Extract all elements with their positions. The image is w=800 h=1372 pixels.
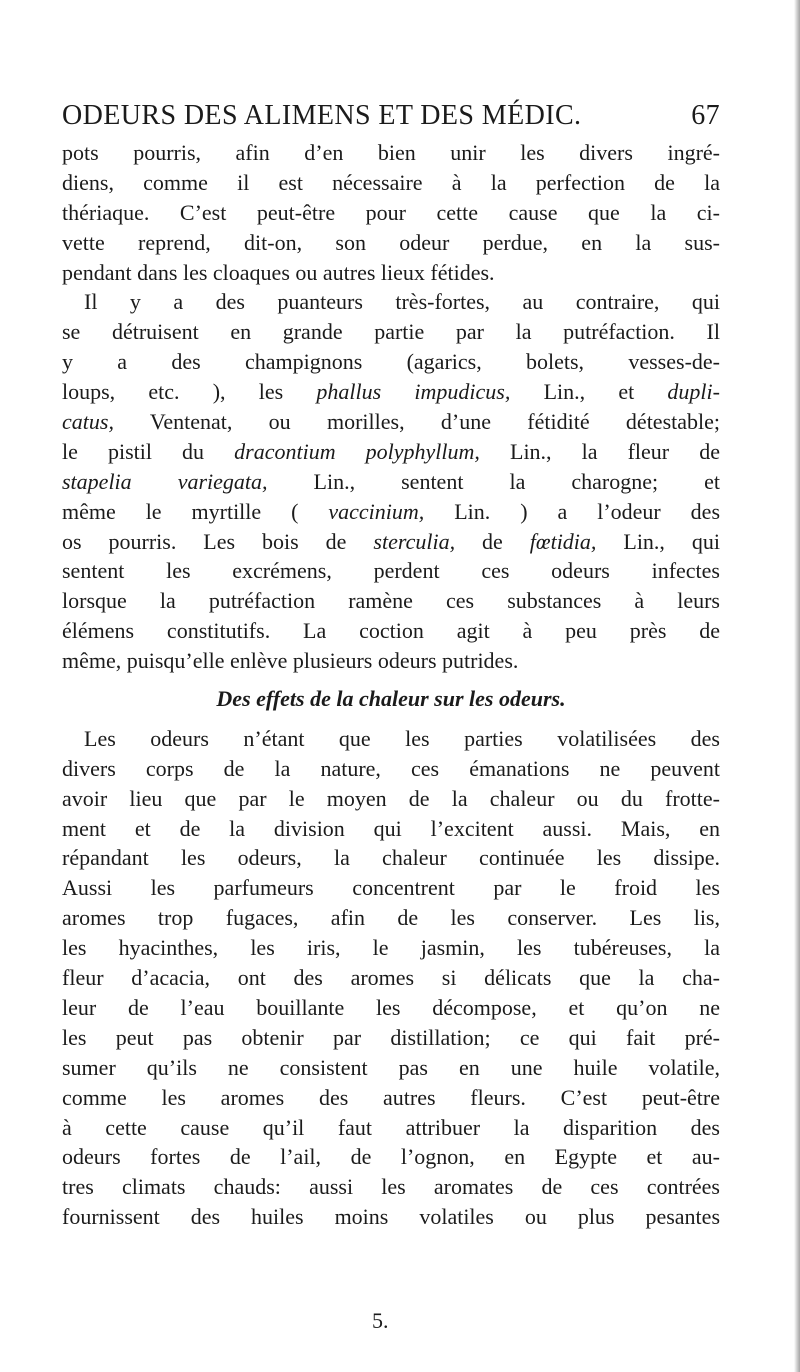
italic-run: stapelia variegata, — [62, 468, 268, 494]
text-run: Ventenat, ou morilles, d’une fétidité détestable; — [113, 409, 720, 435]
text-line: élémens constitutifs. La coction agit à peu près de — [62, 618, 720, 644]
text-line: pendant dans les cloaques ou autres lieux fétides. — [62, 259, 495, 285]
text-line: à cette cause qu’il faut attribuer la disparition des — [62, 1114, 720, 1140]
text-run: de — [455, 528, 530, 554]
body-text — [62, 138, 720, 1232]
text-line: tres climats chauds: aussi les aromates de ces contrées — [62, 1174, 720, 1200]
text-run: même le myrtille ( — [62, 498, 329, 524]
text-line: thériaque. C’est peut-être pour cette cause que la ci- — [62, 199, 720, 225]
text-line: lorsque la putréfaction ramène ces substances à leurs — [62, 588, 720, 614]
text-line: aromes trop fugaces, afin de les conserver. Les lis, — [62, 905, 720, 931]
text-line — [62, 497, 720, 527]
text-line: odeurs fortes de l’ail, de l’ognon, en Egypte et au- — [62, 1144, 720, 1170]
text-line: Les odeurs n’étant que les parties volatilisées des — [84, 725, 720, 751]
scan-edge-shadow — [794, 0, 800, 1372]
text-line: pots pourris, afin d’en bien unir les divers ingré- — [62, 140, 720, 165]
text-run: Lin., et — [510, 379, 668, 405]
text-line: Aussi les parfumeurs concentrent par le froid les — [62, 875, 720, 901]
text-line: comme les aromes des autres fleurs. C’est peut-être — [62, 1084, 720, 1110]
text-line: les hyacinthes, les iris, le jasmin, les tubéreuses, la — [62, 935, 720, 961]
text-line: diens, comme il est nécessaire à la perfection de la — [62, 169, 720, 195]
text-line — [62, 377, 720, 407]
text-line: même, puisqu’elle enlève plusieurs odeurs putrides. — [62, 648, 519, 674]
text-run: loups, etc. ), les — [62, 379, 317, 405]
italic-run: catus, — [62, 409, 114, 435]
page-number: 67 — [691, 100, 720, 131]
text-line: les peut pas obtenir par distillation; ce qui fait pré- — [62, 1024, 720, 1050]
text-line: se détruisent en grande partie par la putréfaction. Il — [62, 319, 720, 345]
text-line: y a des champignons (agarics, bolets, vesses-de- — [62, 349, 720, 375]
text-run: os pourris. Les bois de — [62, 528, 374, 554]
text-run: Lin. ) a l’odeur des — [424, 498, 721, 524]
running-title: ODEURS DES ALIMENS ET DES MÉDIC. — [62, 100, 582, 131]
text-line: vette reprend, dit-on, son odeur perdue, en la sus- — [62, 229, 720, 255]
text-run: le pistil du — [62, 438, 235, 464]
text-run: Lin., la fleur de — [479, 438, 720, 464]
text-line — [62, 467, 720, 497]
text-line: fleur d’acacia, ont des aromes si délicats que la cha- — [62, 965, 720, 991]
italic-run: fœtidia, — [529, 528, 597, 554]
text-line: ment et de la division qui l’excitent aussi. Mais, en — [62, 815, 720, 841]
page-header — [62, 100, 720, 136]
text-line: leur de l’eau bouillante les décompose, et qu’on ne — [62, 994, 720, 1020]
italic-run: phallus impudicus, — [316, 379, 511, 405]
text-line: divers corps de la nature, ces émanations ne peuvent — [62, 755, 720, 781]
italic-run: dupli- — [667, 379, 720, 405]
text-run: Lin., qui — [596, 528, 721, 554]
text-line — [62, 437, 720, 467]
section-heading: Des effets de la chaleur sur les odeurs. — [216, 686, 566, 712]
text-line: sumer qu’ils ne consistent pas en une huile volatile, — [62, 1054, 720, 1080]
text-line: répandant les odeurs, la chaleur continuée les dissipe. — [62, 845, 720, 871]
text-line: avoir lieu que par le moyen de la chaleur ou du frotte- — [62, 785, 720, 811]
text-line: sentent les excrémens, perdent ces odeurs infectes — [62, 558, 720, 584]
italic-run: sterculia, — [373, 528, 456, 554]
italic-run: dracontium polyphyllum, — [234, 438, 480, 464]
text-line — [62, 527, 720, 557]
text-line: fournissent des huiles moins volatiles ou plus pesantes — [62, 1204, 720, 1230]
text-line: Il y a des puanteurs très-fortes, au contraire, qui — [84, 289, 720, 315]
signature-mark: 5. — [372, 1308, 389, 1333]
text-run: Lin., sentent la charogne; et — [267, 468, 720, 494]
text-line — [62, 407, 720, 437]
italic-run: vaccinium, — [328, 498, 425, 524]
